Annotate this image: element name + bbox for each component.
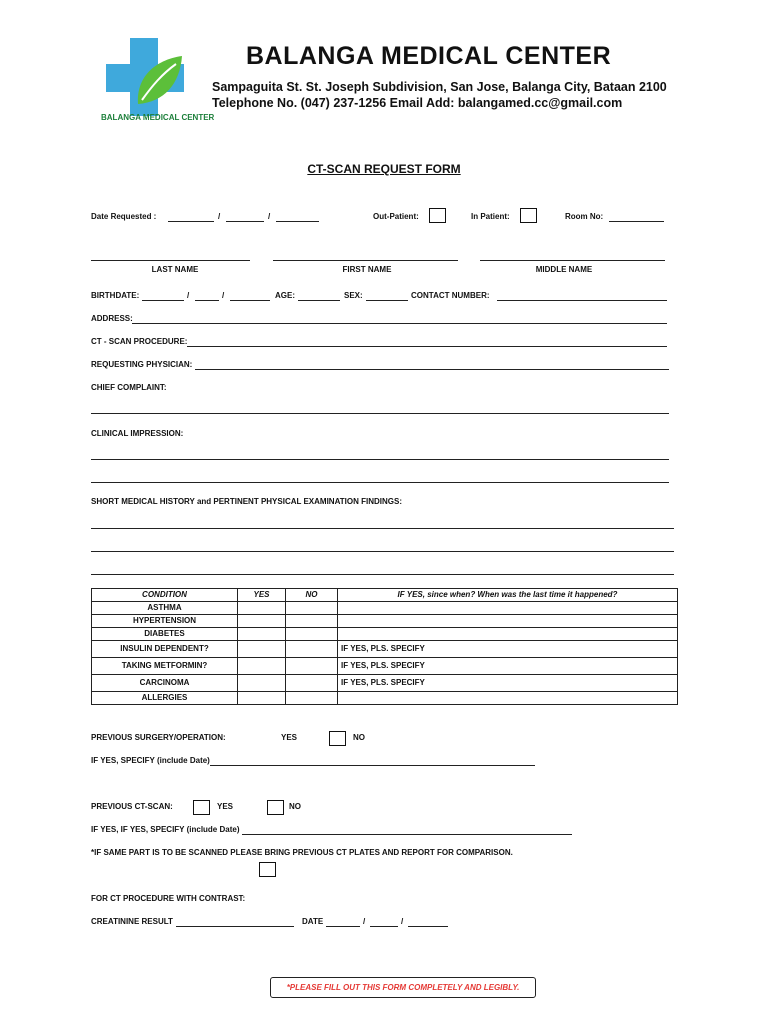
- ctscan-no-label: NO: [289, 802, 301, 811]
- col-no: NO: [286, 589, 338, 602]
- ctscan-yes-checkbox[interactable]: [193, 800, 210, 815]
- creatinine-field[interactable]: [176, 926, 294, 927]
- condition-cell: ASTHMA: [92, 602, 238, 615]
- org-contact: Telephone No. (047) 237-1256 Email Add: balangamed.cc@gmail.com: [212, 96, 623, 110]
- condition-cell: ALLERGIES: [92, 692, 238, 705]
- chief-complaint-label: CHIEF COMPLAINT:: [91, 383, 167, 392]
- date-slash: /: [363, 917, 366, 926]
- yes-cell[interactable]: [238, 658, 286, 675]
- date-day-field[interactable]: [226, 221, 264, 222]
- date-year-field[interactable]: [276, 221, 319, 222]
- surgery-specify-field[interactable]: [210, 765, 535, 766]
- table-row: [92, 602, 678, 615]
- address-field[interactable]: [132, 323, 667, 324]
- condition-cell: TAKING METFORMIN?: [92, 658, 238, 675]
- last-name-label: LAST NAME: [151, 265, 199, 274]
- note-cell[interactable]: IF YES, PLS. SPECIFY: [338, 641, 678, 658]
- yes-cell[interactable]: [238, 641, 286, 658]
- date-slash: /: [268, 212, 271, 221]
- condition-cell: HYPERTENSION: [92, 615, 238, 628]
- footer-note: *PLEASE FILL OUT THIS FORM COMPLETELY AND LEGIBLY.: [286, 983, 520, 992]
- table-header-row: [92, 589, 678, 602]
- date-slash: /: [401, 917, 404, 926]
- yes-cell[interactable]: [238, 692, 286, 705]
- out-patient-label: Out-Patient:: [373, 212, 419, 221]
- first-name-label: FIRST NAME: [342, 265, 392, 274]
- birth-day-field[interactable]: [195, 300, 219, 301]
- middle-name-label: MIDDLE NAME: [535, 265, 593, 274]
- condition-table: [91, 588, 678, 705]
- requesting-physician-field[interactable]: [195, 369, 669, 370]
- middle-name-field[interactable]: [480, 260, 665, 261]
- room-no-label: Room No:: [565, 212, 604, 221]
- no-cell[interactable]: [286, 602, 338, 615]
- sex-field[interactable]: [366, 300, 408, 301]
- same-part-note: *IF SAME PART IS TO BE SCANNED PLEASE BRING PREVIOUS CT PLATES AND REPORT FOR COMPARISON.: [91, 848, 513, 857]
- contact-number-field[interactable]: [497, 300, 667, 301]
- ct-procedure-field[interactable]: [187, 346, 667, 347]
- clinical-impression-line[interactable]: [91, 459, 669, 460]
- contrast-day-field[interactable]: [370, 926, 398, 927]
- in-patient-label: In Patient:: [471, 212, 510, 221]
- contact-number-label: CONTACT NUMBER:: [411, 291, 490, 300]
- short-history-line[interactable]: [91, 528, 674, 529]
- table-row: [92, 675, 678, 692]
- short-history-line[interactable]: [91, 551, 674, 552]
- ctscan-specify-field[interactable]: [242, 834, 572, 835]
- short-history-line[interactable]: [91, 574, 674, 575]
- condition-cell: CARCINOMA: [92, 675, 238, 692]
- col-if-yes: IF YES, since when? When was the last time it happened?: [338, 589, 678, 602]
- contrast-label: FOR CT PROCEDURE WITH CONTRAST:: [91, 894, 246, 903]
- yes-cell[interactable]: [238, 675, 286, 692]
- condition-cell: INSULIN DEPENDENT?: [92, 641, 238, 658]
- org-name: BALANGA MEDICAL CENTER: [246, 42, 612, 70]
- condition-cell: DIABETES: [92, 628, 238, 641]
- yes-cell[interactable]: [238, 615, 286, 628]
- prev-surgery-label: PREVIOUS SURGERY/OPERATION:: [91, 733, 226, 742]
- surgery-checkbox[interactable]: [329, 731, 346, 746]
- short-history-label: SHORT MEDICAL HISTORY and PERTINENT PHYSICAL EXAMINATION FINDINGS:: [91, 497, 402, 506]
- date-month-field[interactable]: [168, 221, 214, 222]
- note-cell[interactable]: [338, 692, 678, 705]
- first-name-field[interactable]: [273, 260, 458, 261]
- no-cell[interactable]: [286, 615, 338, 628]
- note-cell[interactable]: IF YES, PLS. SPECIFY: [338, 658, 678, 675]
- if-yes-specify-label: IF YES, SPECIFY (include Date): [91, 756, 210, 765]
- address-label: ADDRESS:: [91, 314, 133, 323]
- contrast-year-field[interactable]: [408, 926, 448, 927]
- creatinine-label: CREATININE RESULT: [91, 917, 173, 926]
- last-name-field[interactable]: [91, 260, 250, 261]
- table-row: [92, 628, 678, 641]
- in-patient-checkbox[interactable]: [520, 208, 537, 223]
- form-title: CT-SCAN REQUEST FORM: [307, 162, 461, 176]
- age-label: AGE:: [275, 291, 295, 300]
- col-yes: YES: [238, 589, 286, 602]
- birthdate-label: BIRTHDATE:: [91, 291, 140, 300]
- no-cell[interactable]: [286, 641, 338, 658]
- age-field[interactable]: [298, 300, 340, 301]
- date-slash: /: [218, 212, 221, 221]
- date-slash: /: [222, 291, 225, 300]
- clinical-impression-line[interactable]: [91, 482, 669, 483]
- note-cell[interactable]: [338, 615, 678, 628]
- same-part-checkbox[interactable]: [259, 862, 276, 877]
- contrast-date-label: DATE: [302, 917, 324, 926]
- date-requested-label: Date Requested :: [91, 212, 157, 221]
- surgery-no-label: NO: [353, 733, 365, 742]
- table-row: [92, 615, 678, 628]
- logo-caption: BALANGA MEDICAL CENTER: [101, 113, 215, 122]
- note-cell[interactable]: IF YES, PLS. SPECIFY: [338, 675, 678, 692]
- col-condition: CONDITION: [92, 589, 238, 602]
- surgery-yes-label: YES: [281, 733, 298, 742]
- no-cell[interactable]: [286, 692, 338, 705]
- ctscan-no-checkbox[interactable]: [267, 800, 284, 815]
- table-row: [92, 641, 678, 658]
- date-slash: /: [187, 291, 190, 300]
- room-no-field[interactable]: [609, 221, 664, 222]
- birth-month-field[interactable]: [142, 300, 184, 301]
- yes-cell[interactable]: [238, 628, 286, 641]
- note-cell[interactable]: [338, 628, 678, 641]
- contrast-month-field[interactable]: [326, 926, 360, 927]
- if-yes-if-yes-specify-label: IF YES, IF YES, SPECIFY (include Date): [91, 825, 240, 834]
- no-cell[interactable]: [286, 675, 338, 692]
- yes-cell[interactable]: [238, 602, 286, 615]
- clinical-impression-label: CLINICAL IMPRESSION:: [91, 429, 184, 438]
- ct-procedure-label: CT - SCAN PROCEDURE:: [91, 337, 188, 346]
- birth-year-field[interactable]: [230, 300, 270, 301]
- note-cell[interactable]: [338, 602, 678, 615]
- no-cell[interactable]: [286, 658, 338, 675]
- prev-ctscan-label: PREVIOUS CT-SCAN:: [91, 802, 173, 811]
- org-address: Sampaguita St. St. Joseph Subdivision, San Jose, Balanga City, Bataan 2100: [212, 80, 667, 94]
- out-patient-checkbox[interactable]: [429, 208, 446, 223]
- table-row: [92, 692, 678, 705]
- no-cell[interactable]: [286, 628, 338, 641]
- sex-label: SEX:: [344, 291, 363, 300]
- footer-note-box: [270, 977, 536, 998]
- ctscan-yes-label: YES: [217, 802, 234, 811]
- chief-complaint-field[interactable]: [91, 413, 669, 414]
- table-row: [92, 658, 678, 675]
- requesting-physician-label: REQUESTING PHYSICIAN:: [91, 360, 193, 369]
